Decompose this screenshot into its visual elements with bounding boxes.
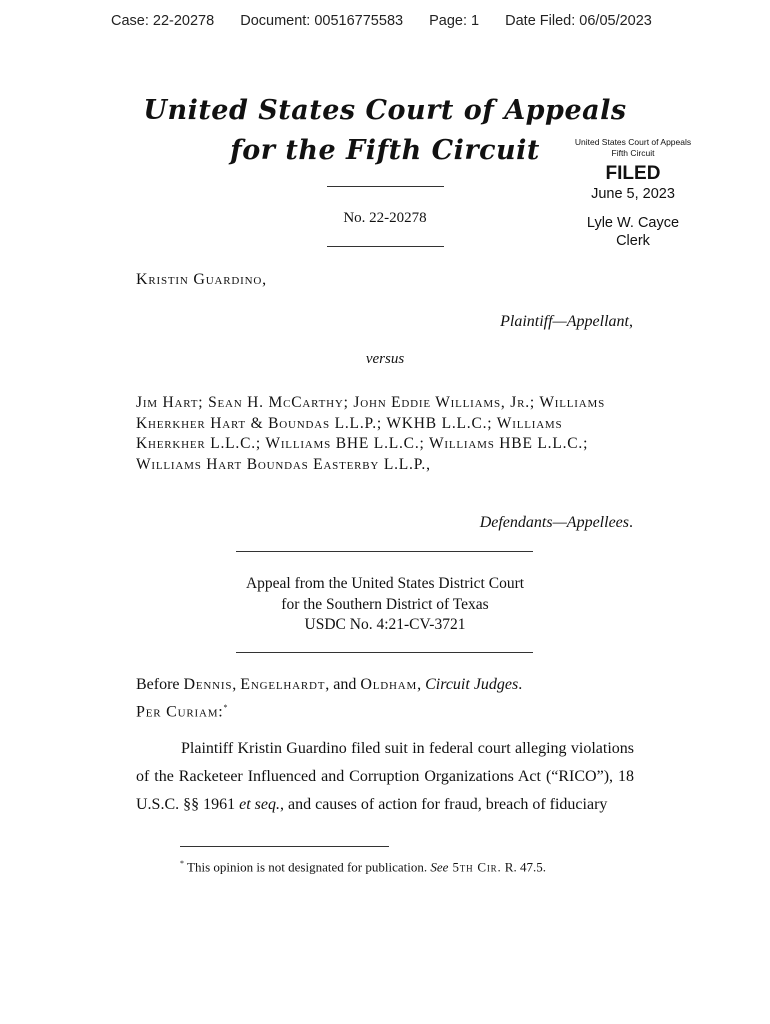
appeal-line-1: Appeal from the United States District Court: [245, 575, 525, 592]
footnote-ref: *: [180, 859, 184, 868]
defendant-names: Jim Hart; Sean H. McCarthy; John Eddie Williams, Jr.; Williams Kherkher Hart & Boundas L.L.P.; WKHB L.L.C.; Williams Kherkher L.L.C.; Williams BHE L.L.C.; Williams HBE L.L.C.; Williams Hart Boundas Easterby L.L.P.,: [136, 394, 606, 473]
stamp-clerk-name: Lyle W. Cayce: [586, 215, 680, 231]
appeal-rule-top: [236, 551, 533, 552]
footnote-rule: [180, 846, 389, 847]
body-text-2: , and causes of action for fraud, breach of fiduciary: [280, 796, 608, 813]
versus-label: versus: [365, 351, 405, 367]
panel-sep-3: ,: [417, 676, 426, 693]
defendants-role: [480, 514, 633, 532]
opinion-body: [136, 735, 634, 819]
page-number: Page: 1: [429, 13, 480, 29]
judge-engelhardt: Engelhardt: [240, 676, 326, 693]
plaintiff-name: Kristin Guardino,: [136, 271, 267, 288]
plaintiff-role-label: Plaintiff—Appellant: [500, 313, 629, 330]
panel-sep-1: ,: [232, 676, 241, 693]
body-paragraph: [136, 735, 634, 819]
court-subtitle: for the Fifth Circuit: [230, 135, 540, 166]
stamp-date: June 5, 2023: [591, 186, 675, 202]
appeal-rule-bottom: [236, 652, 533, 653]
defendants-role-label: Defendants—Appellees: [479, 514, 629, 531]
footnote-rule-ref: R. 47.5.: [501, 859, 546, 875]
per-curiam-label: Per Curiam:: [136, 703, 224, 721]
panel-end: .: [518, 676, 523, 693]
date-filed: Date Filed: 06/05/2023: [505, 13, 652, 29]
circuit-judges-label: Circuit Judges: [425, 676, 519, 693]
footnote: [180, 859, 546, 875]
panel-line: [136, 676, 522, 694]
case-number: Case: 22-20278: [111, 13, 215, 29]
judge-oldham: Oldham: [360, 676, 418, 693]
appeal-line-3: USDC No. 4:21-CV-3721: [304, 616, 466, 633]
docket-rule-top: [327, 186, 444, 187]
panel-sep-2: , and: [325, 676, 361, 693]
body-italic: et seq.: [239, 796, 280, 813]
plaintiff-role: [500, 313, 633, 331]
stamp-filed-label: FILED: [605, 163, 661, 184]
per-curiam-line: [136, 703, 228, 721]
filing-header: [111, 13, 652, 29]
footnote-circuit: 5th Cir.: [448, 859, 502, 875]
stamp-court: United States Court of Appeals: [574, 137, 692, 147]
appeal-block: [185, 574, 585, 636]
judge-dennis: Dennis: [183, 676, 233, 693]
filed-stamp: [560, 137, 706, 250]
stamp-clerk-title: Clerk: [616, 233, 650, 249]
defendants-role-suffix: .: [629, 514, 633, 531]
plaintiff-role-suffix: ,: [629, 313, 633, 330]
body-text-1: Plaintiff Kristin Guardino filed suit in federal court alleging violations of the Racketeer Influenced and Corruption Organizations Act (“RICO”), 18 U.S.C. §§ 1961: [136, 740, 634, 813]
document-number: Document: 00516775583: [240, 13, 404, 29]
court-title: United States Court of Appeals: [143, 95, 627, 126]
docket-number: No. 22-20278: [343, 210, 427, 226]
docket-rule-bottom: [327, 246, 444, 247]
before-label: Before: [136, 676, 184, 693]
footnote-marker: *: [223, 703, 228, 712]
stamp-circuit: Fifth Circuit: [611, 148, 655, 158]
footnote-text: This opinion is not designated for publication.: [184, 859, 431, 875]
appeal-line-2: for the Southern District of Texas: [281, 595, 489, 613]
footnote-see: See: [430, 859, 449, 875]
